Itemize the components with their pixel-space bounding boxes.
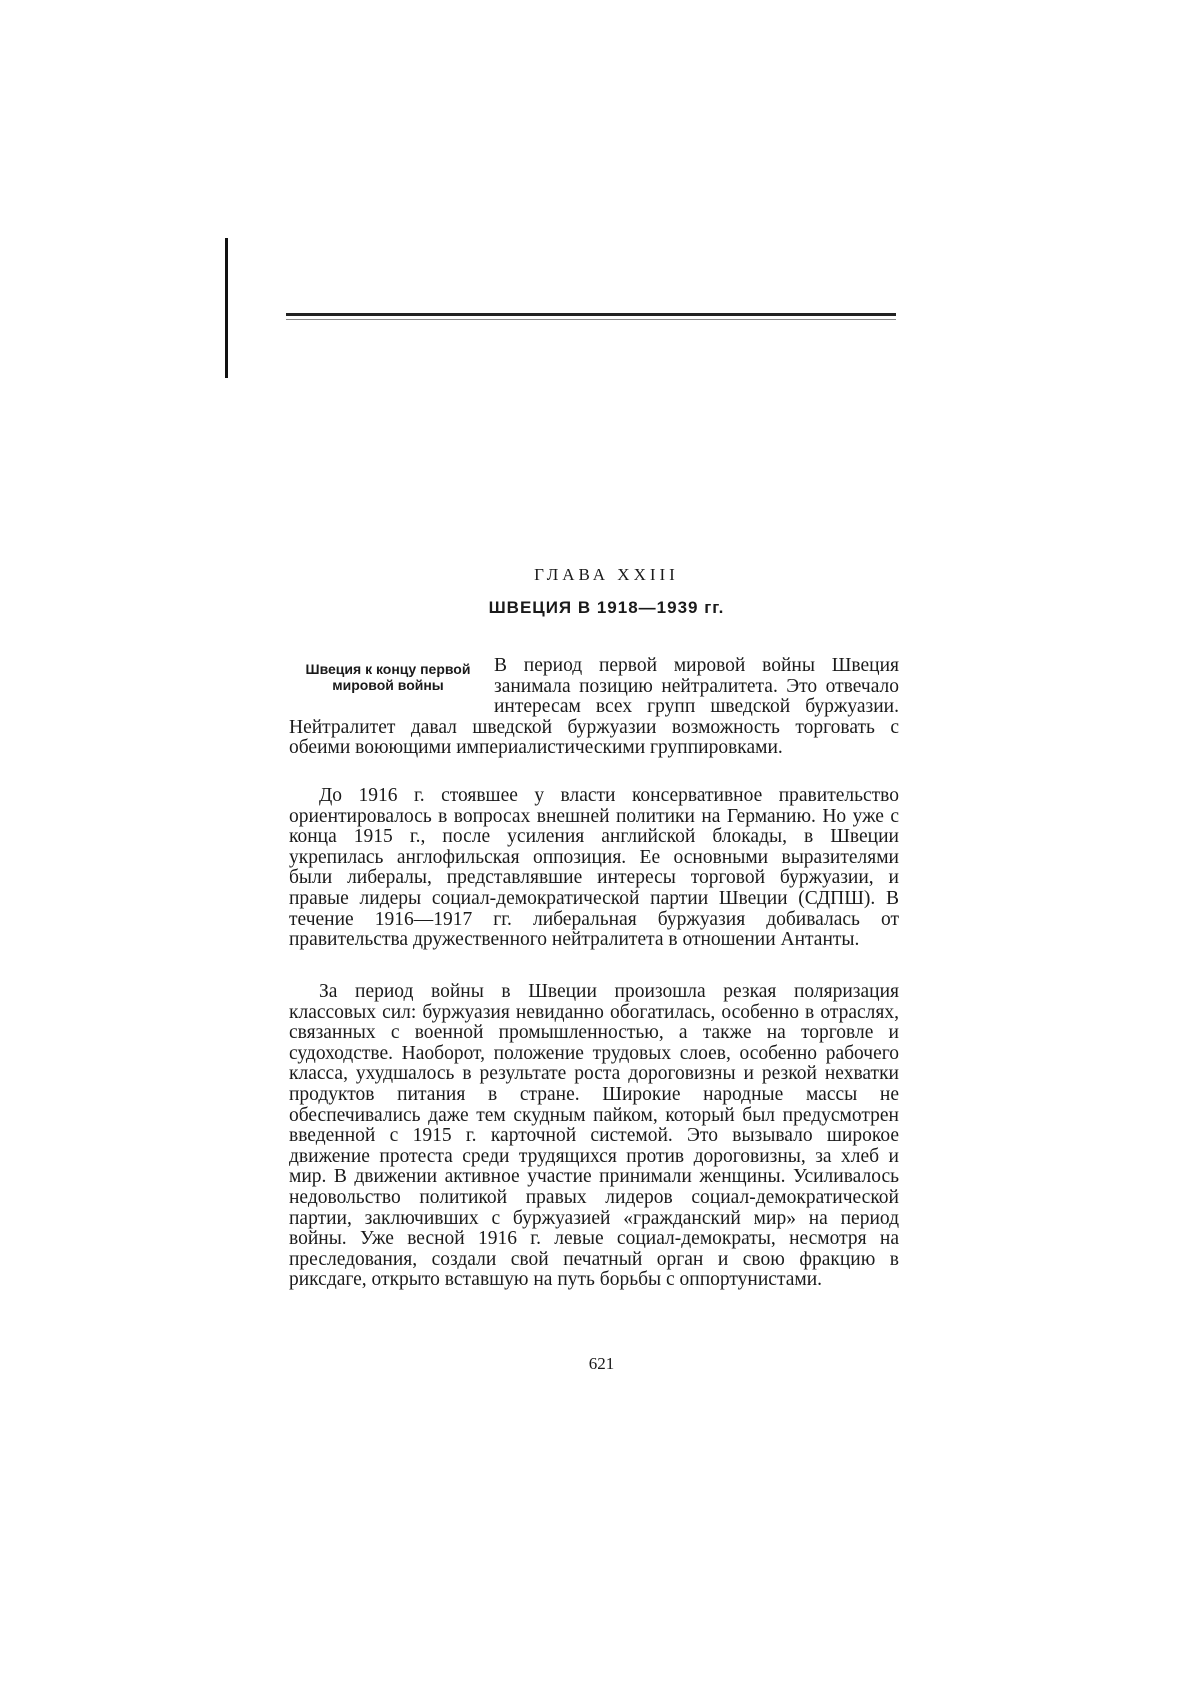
paragraph-3: За период войны в Швеции произошла резкая поляризация классовых сил: буржуазия невиданно обогатилась, особенно в отраслях, связанных с военной промышленностью, а также на торговле и судоходстве. Наоборот, положение трудовых слоев, особенно рабочего класса, ухудшалось в результате роста дороговизны и резкой нехватки продуктов питания в стране. Широкие народные массы не обеспечивались даже тем скудным пайком, который был предусмотрен введенной с 1915 г. карточной системой. Это вызывало широкое движение протеста среди трудящихся против дороговизны, за хлеб и мир. В движении активное участие принимали женщины. Усиливалось недовольство политикой правых лидеров социал-демократической партии, заключивших с буржуазией «гражданский мир» на период войны. Уже весной 1916 г. левые социал-демократы, несмотря на преследования, создали свой печатный орган и свою фракцию в риксдаге, открыто вставшую на путь борьбы с оппортунистами.	[289, 981, 899, 1291]
page-number: 621	[588, 1354, 615, 1373]
header-rule-thin	[286, 319, 896, 320]
paragraph-2-block	[289, 786, 899, 951]
side-heading-spacer	[289, 656, 494, 714]
chapter-label: ГЛАВА XXIII	[534, 565, 679, 584]
paragraph-1: В период первой мировой войны Швеция занимала позицию нейтралитета. Это отвечало интересам всех групп шведской буржуазии. Нейтралитет давал шведской буржуазии возможность торговать с обеими воюющими империалистическими группировками.	[289, 655, 899, 759]
paragraph-3-block	[289, 982, 899, 1291]
header-rule	[286, 313, 896, 316]
paragraph-1-block	[289, 656, 899, 759]
paragraph-2: До 1916 г. стоявшее у власти консервативное правительство ориентировалось в вопросах внешней политики на Германию. Но уже с конца 1915 г., после усиления английской блокады, в Швеции укрепилась англофильская оппозиция. Ее основными выразителями были либералы, представлявшие интересы торговой буржуазии, и правые лидеры социал-демократической партии Швеции (СДПШ). В течение 1916—1917 гг. либеральная буржуазия добивалась от правительства дружественного нейтралитета в отношении Антанты.	[289, 785, 899, 951]
chapter-title: ШВЕЦИЯ В 1918—1939 гг.	[488, 598, 725, 617]
side-heading: Швеция к концу первой мировой войны	[305, 661, 471, 693]
scan-edge-mark	[225, 238, 228, 378]
